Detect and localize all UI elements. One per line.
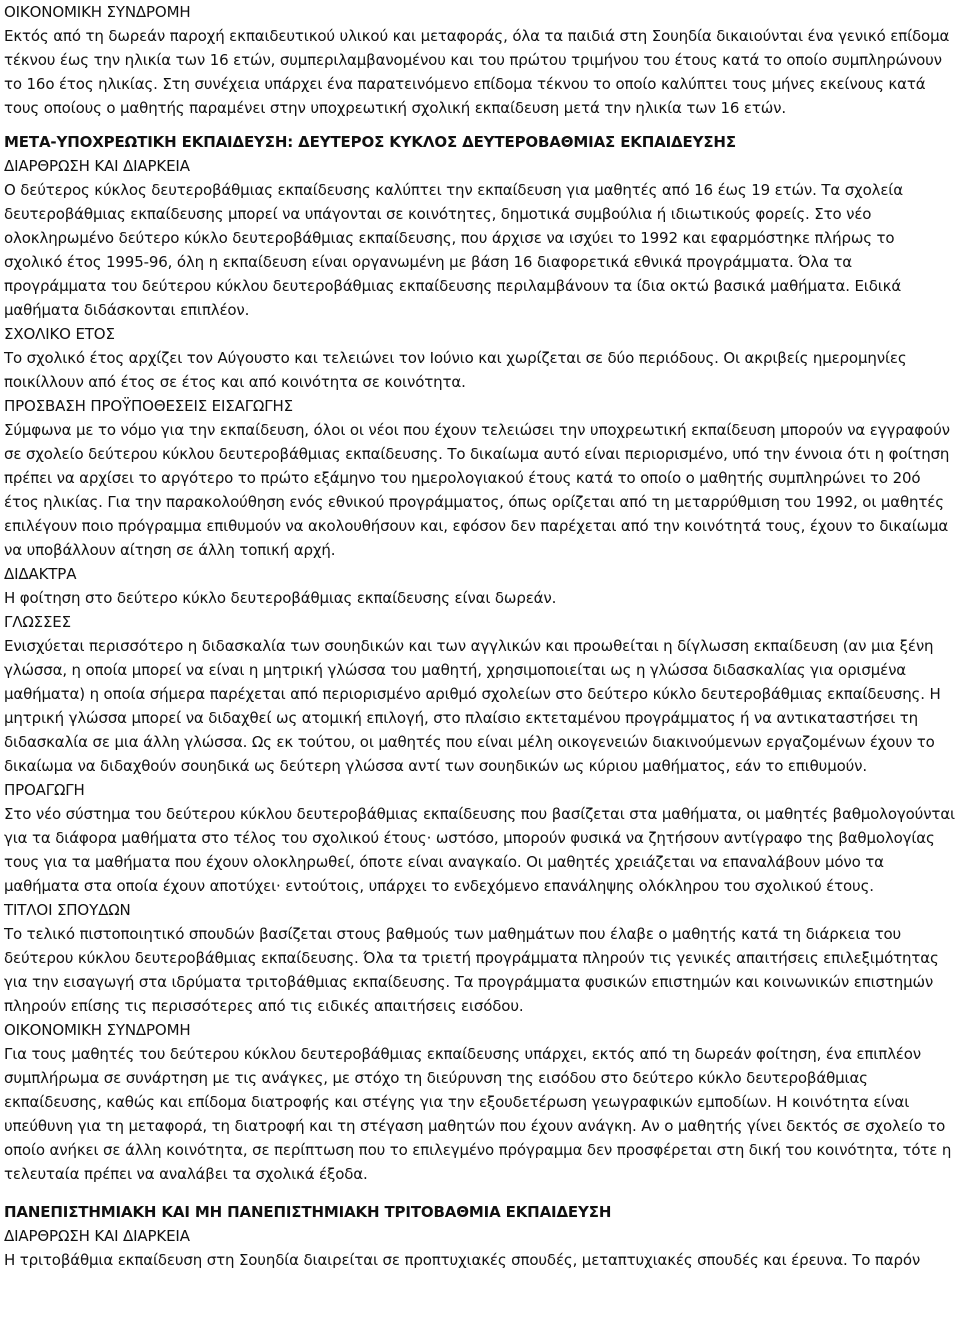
section-heading: ΟΙΚΟΝΟΜΙΚΗ ΣΥΝΔΡΟΜΗ	[4, 1021, 191, 1039]
section-financial-support-secondary	[4, 1018, 956, 1186]
section-paragraph: Το τελικό πιστοποιητικό σπουδών βασίζεται στους βαθμούς των μαθημάτων που έλαβε ο μαθητής κατά τη διάρκεια του δεύτερου κύκλου δευτεροβάθμιας εκπαίδευσης. Όλα τα τριετή προγράμματα πληρούν τις γενικές απαιτήσεις επιλεξιμότητας για την εισαγωγή στα ιδρύματα τριτοβάθμιας εκπαίδευσης. Τα προγράμματα φυσικών επιστημών και κοινωνικών επιστημών πληρούν επίσης τις περισσότερες από τις ειδικές απαιτήσεις εισόδου.	[4, 925, 939, 1015]
section-heading: ΠΡΟΑΓΩΓΗ	[4, 781, 85, 799]
section-heading: ΤΙΤΛΟΙ ΣΠΟΥΔΩΝ	[4, 901, 131, 919]
section-structure-duration	[4, 154, 956, 322]
section-paragraph: Η φοίτηση στο δεύτερο κύκλο δευτεροβάθμιας εκπαίδευσης είναι δωρεάν.	[4, 589, 557, 607]
section-heading: ΓΛΩΣΣΕΣ	[4, 613, 71, 631]
section-heading: ΠΡΟΣΒΑΣΗ ΠΡΟΫΠΟΘΕΣΕΙΣ ΕΙΣΑΓΩΓΗΣ	[4, 397, 293, 415]
section-paragraph: Σύμφωνα με το νόμο για την εκπαίδευση, όλοι οι νέοι που έχουν τελειώσει την υποχρεωτική εκπαίδευση μπορούν να εγγραφούν σε σχολείο δεύτερου κύκλου δευτεροβάθμιας εκπαίδευσης. Το δικαίωμα αυτό είναι περιορισμένο, υπό την έννοια ότι η φοίτηση πρέπει να αρχίσει το αργότερο το πρώτο εξάμηνο του ημερολογιακού έτους κατά το οποίο ο μαθητής συμπληρώνει το 20ό έτος ηλικίας. Για την παρακολούθηση ενός εθνικού προγράμματος, όπως ορίζεται από τη μεταρρύθμιση του 1992, οι μαθητές επιλέγουν ποιο πρόγραμμα επιθυμούν να ακολουθήσουν και, εφόσον δεν παρέχεται από την κοινότητά τους, έχουν το δικαίωμα να υποβάλλουν αίτηση σε άλλη τοπική αρχή.	[4, 421, 950, 559]
section-paragraph: Ενισχύεται περισσότερο η διδασκαλία των σουηδικών και των αγγλικών και προωθείται η δίγλωσση εκπαίδευση (αν μια ξένη γλώσσα, η οποία μπορεί να είναι η μητρική γλώσσα του μαθητή, χρησιμοποιείται ως η γλώσσα διδασκαλίας για ορισμένα μαθήματα) η οποία σήμερα παρέχεται από περιορισμένο αριθμό σχολείων στο δεύτερο κύκλο δευτεροβάθμιας εκπαίδευσης. Η μητρική γλώσσα μπορεί να διδαχθεί ως ατομική επιλογή, στο πλαίσιο εκτεταμένου προγράμματος ή να αντικαταστήσει τη διδασκαλία σε μια άλλη γλώσσα. Ως εκ τούτου, οι μαθητές που είναι μέλη οικογενειών διακινούμενων εργαζομένων έχουν το δικαίωμα να διδαχθούν σουηδικά ως δεύτερη γλώσσα αντί των σουηδικών ως κύριου μαθήματος, εάν το επιθυμούν.	[4, 637, 941, 775]
section-school-year	[4, 322, 956, 394]
section-paragraph: Για τους μαθητές του δεύτερου κύκλου δευτεροβάθμιας εκπαίδευσης υπάρχει, εκτός από τη δωρεάν φοίτηση, ένα επιπλέον συμπλήρωμα σε συνάρτηση με τις ανάγκες, με στόχο τη διεύρυνση της εισόδου στο δεύτερο κύκλο δευτεροβάθμιας εκπαίδευσης, καθώς και επίδομα διατροφής και στέγης για την εξουδετέρωση γεωγραφικών εμποδίων. Η κοινότητα είναι υπεύθυνη για τη μεταφορά, τη διατροφή και τη στέγαση μαθητών που έχουν ανάγκη. Αν ο μαθητής γίνει δεκτός σε σχολείο το οποίο ανήκει σε άλλη κοινότητα, σε περίπτωση που το επιλεγμένο πρόγραμμα δεν προσφέρεται στη δική του κοινότητα, τότε η τελευταία πρέπει να αναλάβει τα σχολικά έξοδα.	[4, 1045, 952, 1183]
section-languages	[4, 610, 956, 778]
section-tertiary-education	[4, 1200, 956, 1224]
section-heading: ΔΙΑΡΘΡΩΣΗ ΚΑΙ ΔΙΑΡΚΕΙΑ	[4, 157, 190, 175]
section-paragraph: Στο νέο σύστημα του δεύτερου κύκλου δευτεροβάθμιας εκπαίδευσης που βασίζεται στα μαθήματα, οι μαθητές βαθμολογούνται για τα διάφορα μαθήματα στο τέλος του σχολικού έτους· ωστόσο, μπορούν φυσικά να ζητήσουν αντίγραφο της βαθμολογίας τους για τα μαθήματα που έχουν ολοκληρωθεί, όποτε είναι αναγκαίο. Οι μαθητές χρειάζεται να επαναλάβουν μόνο τα μαθήματα στα οποία έχουν αποτύχει· εντούτοις, υπάρχει το ενδεχόμενο επανάληψης ολόκληρου του σχολικού έτους.	[4, 805, 955, 895]
section-admission	[4, 394, 956, 562]
section-paragraph: Η τριτοβάθμια εκπαίδευση στη Σουηδία διαιρείται σε προπτυχιακές σπουδές, μεταπτυχιακές σπουδές και έρευνα. Το παρόν	[4, 1251, 921, 1269]
section-paragraph: Εκτός από τη δωρεάν παροχή εκπαιδευτικού υλικού και μεταφοράς, όλα τα παιδιά στη Σουηδία δικαιούνται ένα γενικό επίδομα τέκνου έως την ηλικία των 16 ετών, συμπεριλαμβανομένου και του πρώτου τριμήνου του έτους κατά το οποίο συμπληρώνουν το 16ο έτος ηλικίας. Στη συνέχεια υπάρχει ένα παρατεινόμενο επίδομα τέκνου το οποίο καλύπτει τους μήνες εκείνους κατά τους οποίους ο μαθητής παραμένει στην υποχρεωτική σχολική εκπαίδευση μετά την ηλικία των 16 ετών.	[4, 27, 950, 117]
section-heading: ΔΙΑΡΘΡΩΣΗ ΚΑΙ ΔΙΑΡΚΕΙΑ	[4, 1227, 190, 1245]
section-heading: ΣΧΟΛΙΚΟ ΕΤΟΣ	[4, 325, 115, 343]
section-tuition-fees	[4, 562, 956, 610]
chapter-heading: ΠΑΝΕΠΙΣΤΗΜΙΑΚΗ ΚΑΙ ΜΗ ΠΑΝΕΠΙΣΤΗΜΙΑΚΗ ΤΡΙΤΟΒΑΘΜΙΑ ΕΚΠΑΙΔΕΥΣΗ	[4, 1203, 612, 1221]
section-financial-support	[4, 0, 956, 120]
section-paragraph: Ο δεύτερος κύκλος δευτεροβάθμιας εκπαίδευσης καλύπτει την εκπαίδευση για μαθητές από 16 έως 19 ετών. Τα σχολεία δευτεροβάθμιας εκπαίδευσης μπορεί να υπάγονται σε κοινότητες, δημοτικά συμβούλια ή ιδιωτικούς φορείς. Στο νέο ολοκληρωμένο δεύτερο κύκλο δευτεροβάθμιας εκπαίδευσης, που άρχισε να ισχύει το 1992 και εφαρμόστηκε πλήρως το σχολικό έτος 1995-96, όλη η εκπαίδευση είναι οργανωμένη με βάση 16 διαφορετικά εθνικά προγράμματα. Όλα τα προγράμματα του δεύτερου κύκλου δευτεροβάθμιας εκπαίδευσης περιλαμβάνουν τα ίδια οκτώ βασικά μαθήματα. Ειδικά μαθήματα διδάσκονται επιπλέον.	[4, 181, 903, 319]
section-structure-duration-tertiary	[4, 1224, 956, 1272]
section-paragraph: Το σχολικό έτος αρχίζει τον Αύγουστο και τελειώνει τον Ιούνιο και χωρίζεται σε δύο περιόδους. Οι ακριβείς ημερομηνίες ποικίλλουν από έτος σε έτος και από κοινότητα σε κοινότητα.	[4, 349, 907, 391]
section-heading: ΟΙΚΟΝΟΜΙΚΗ ΣΥΝΔΡΟΜΗ	[4, 3, 191, 21]
chapter-heading: ΜΕΤΑ-ΥΠΟΧΡΕΩΤΙΚΗ ΕΚΠΑΙΔΕΥΣΗ: ΔΕΥΤΕΡΟΣ ΚΥΚΛΟΣ ΔΕΥΤΕΡΟΒΑΘΜΙΑΣ ΕΚΠΑΙΔΕΥΣΗΣ	[4, 133, 736, 151]
section-promotion	[4, 778, 956, 898]
section-post-compulsory-education	[4, 130, 956, 154]
section-qualifications	[4, 898, 956, 1018]
section-heading: ΔΙΔΑΚΤΡΑ	[4, 565, 77, 583]
